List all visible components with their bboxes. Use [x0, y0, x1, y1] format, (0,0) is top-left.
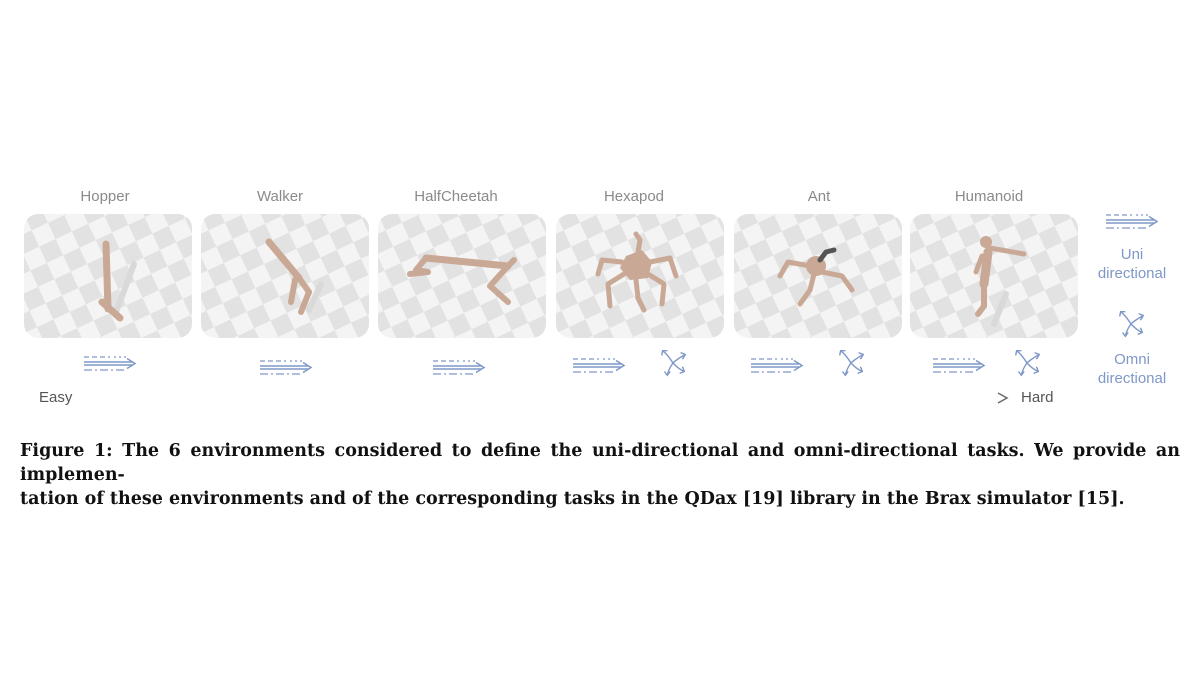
legend-omni-icon — [1114, 307, 1148, 341]
env-title-humanoid: Humanoid — [954, 188, 1024, 205]
env-title-halfcheetah: HalfCheetah — [414, 188, 498, 205]
uni-directional-icon — [931, 355, 987, 375]
axis-label-hard: Hard — [1021, 389, 1054, 406]
omni-directional-icon — [656, 346, 690, 380]
legend-omni-label — [1087, 350, 1177, 388]
robot-body — [106, 244, 108, 309]
difficulty-arrow — [86, 390, 1012, 406]
panel-halfcheetah — [378, 214, 546, 338]
env-title-hexapod: Hexapod — [603, 188, 665, 205]
legend-uni-line1: Uni — [1120, 246, 1144, 263]
panel-ant — [734, 214, 902, 338]
panel-humanoid — [910, 214, 1078, 338]
env-title-ant: Ant — [807, 188, 831, 205]
legend-omni-line1: Omni — [1114, 351, 1150, 368]
axis-label-easy: Easy — [39, 389, 73, 406]
uni-directional-icon — [258, 357, 314, 377]
caption-line-2: tation of these environments and of the corresponding tasks in the QDax [19] library in the Brax simulator [15]. — [20, 489, 1125, 509]
uni-directional-icon — [749, 355, 805, 375]
panel-hopper — [24, 214, 192, 338]
figure-caption — [20, 439, 1180, 511]
uni-directional-icon — [571, 355, 627, 375]
uni-directional-icon — [82, 353, 138, 373]
legend-omni-line2: directional — [1097, 370, 1167, 387]
panel-hexapod — [556, 214, 724, 338]
env-title-walker: Walker — [256, 188, 304, 205]
omni-directional-icon — [834, 346, 868, 380]
robot-body — [984, 252, 988, 284]
omni-directional-icon — [1010, 346, 1044, 380]
caption-line-1: Figure 1: The 6 environments considered to define the uni-directional and omni-directional tasks. We provide an implemen- — [20, 441, 1180, 485]
panel-walker — [201, 214, 369, 338]
env-title-hopper: Hopper — [80, 188, 130, 205]
legend-uni-label — [1087, 245, 1177, 283]
legend-uni-line2: directional — [1097, 265, 1167, 282]
legend-uni-icon — [1104, 211, 1160, 231]
uni-directional-icon — [431, 357, 487, 377]
